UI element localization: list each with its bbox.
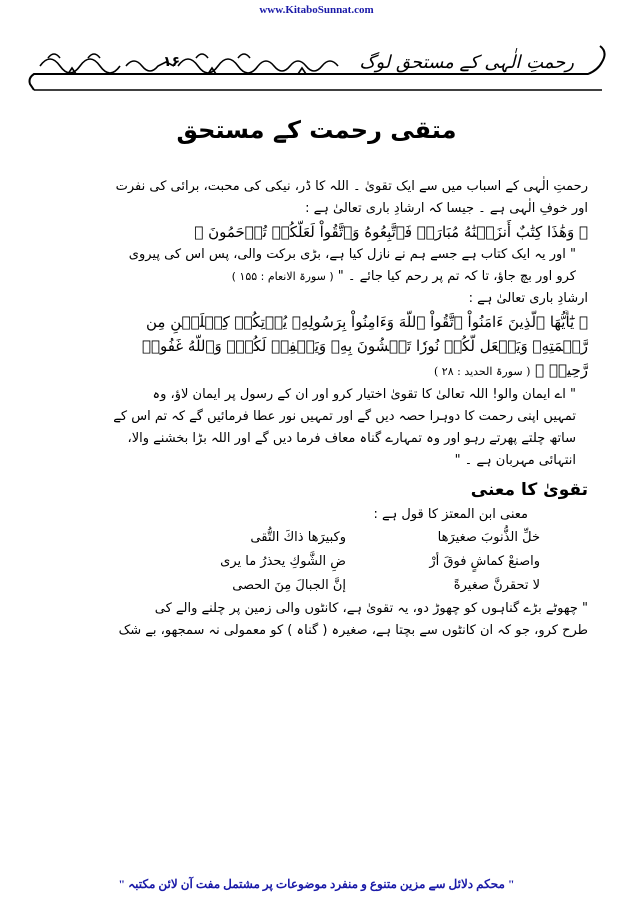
page-number: ۱۶ [163, 54, 181, 70]
quran-verse: ﴿ يَٰٓأَيُّهَا ٱلَّذِينَ ءَامَنُواْ ٱتَّقُواْ ٱللَّهَ وَءَامِنُواْ بِرَسُولِهِۦ يُؤۡتِكُمۡ كِفۡلَيۡنِ مِن [145, 313, 588, 331]
poem-verse [48, 526, 540, 550]
translation-line: " اے ایمان والو! اللہ تعالیٰ کا تقویٰ اختیار کرو اور ان کے رسول پر ایمان لاؤ، وہ [152, 387, 576, 402]
translation-text: کرو اور بچ جاؤ، تا کہ تم پر رحم کیا جائے ۔ " [337, 269, 576, 284]
poem-verse [48, 550, 540, 574]
translation-line [48, 266, 588, 288]
poem-hemistich: ضِ الشَّوكِ يحذرُ ما يرى [220, 554, 346, 569]
poem [48, 526, 540, 598]
chapter-title: متقی رحمت کے مستحق [176, 116, 457, 144]
quran-verse [48, 358, 588, 384]
paragraph-line: رحمتِ الٰہی کے اسباب میں سے ایک تقویٰ ۔ اللہ کا ڈر، نیکی کی محبت، برائی کی نفرت [115, 179, 588, 194]
translation-line: " چھوٹے بڑے گناہوں کو چھوڑ دو، یہ تقویٰ ہے، کانٹوں والی زمین پر چلنے والے کی [154, 601, 588, 616]
running-title: رحمتِ الٰہی کے مستحق لوگ [359, 52, 574, 73]
poem-hemistich: وكبيرَها ذاكَ التُّقى [250, 530, 346, 545]
footer-tagline: " محکم دلائل سے مزین متنوع و منفرد موضوعات پر مشتمل مفت آن لائن مکتبہ " [118, 877, 515, 891]
page-body [48, 176, 588, 642]
translation-line: تمہیں اپنی رحمت کا دوہرا حصہ دیں گے اور تمہیں نور عطا فرمائیں گے کہ تم اس کے [113, 409, 576, 424]
poem-hemistich: خلِّ الذُّنوبَ صغيرَها [437, 530, 540, 545]
translation-line: " اور یہ ایک کتاب ہے جسے ہم نے نازل کیا ہے، بڑی برکت والی، پس اس کی پیروی [128, 247, 576, 262]
poem-hemistich: إنَّ الجبالَ مِنَ الحصى [232, 578, 346, 593]
verse-reference: ( سورۃ الحدید : ۲۸ ) [434, 365, 531, 378]
poem-verse [48, 574, 540, 598]
translation-line: انتہائی مہربان ہے ۔ " [454, 453, 576, 468]
verse-reference: ( سورۃ الانعام : ۱۵۵ ) [231, 270, 334, 283]
poem-hemistich: واصنعْ كماشٍ فوقَ أرْ [429, 554, 540, 569]
quran-verse: رَّحۡمَتِهِۦ وَيَجۡعَل لَّكُمۡ نُورٗا تَمۡشُونَ بِهِۦ وَيَغۡفِرۡ لَكُمۡۚ وَٱللَّهُ غَفُورٞ [141, 337, 588, 355]
paragraph-line: ارشادِ باری تعالیٰ ہے : [468, 291, 588, 306]
site-url[interactable]: www.KitaboSunnat.com [259, 4, 374, 16]
attribution-line: معنی ابن المعتز کا قول ہے : [373, 507, 528, 522]
translation-line: ساتھ چلتے پھرتے رہو اور وہ تمہارے گناہ معاف فرما دیں گے اور اللہ بڑا بخشنے والا، [127, 431, 576, 446]
page-header [28, 40, 612, 96]
section-heading: تقویٰ کا معنی [470, 480, 588, 500]
quran-verse-end: رَّحِيمٞ ﴾ [535, 361, 588, 379]
poem-hemistich: لا تحقرنَّ صغيرةً [453, 578, 540, 593]
paragraph-line: اور خوفِ الٰہی ہے ۔ جیسا کہ ارشادِ باری تعالیٰ ہے : [305, 201, 588, 216]
quran-verse: ﴿ وَهَٰذَا كِتَٰبٌ أَنزَلۡنَٰهُ مُبَارَكٞ فَٱتَّبِعُوهُ وَٱتَّقُواْ لَعَلَّكُمۡ تُرۡحَمُونَ ﴾ [194, 223, 588, 241]
translation-line: طرح کرو، جو کہ ان کانٹوں سے بچتا ہے، صغیرہ ( گناہ ) کو معمولی نہ سمجھو، بے شک [118, 623, 588, 638]
